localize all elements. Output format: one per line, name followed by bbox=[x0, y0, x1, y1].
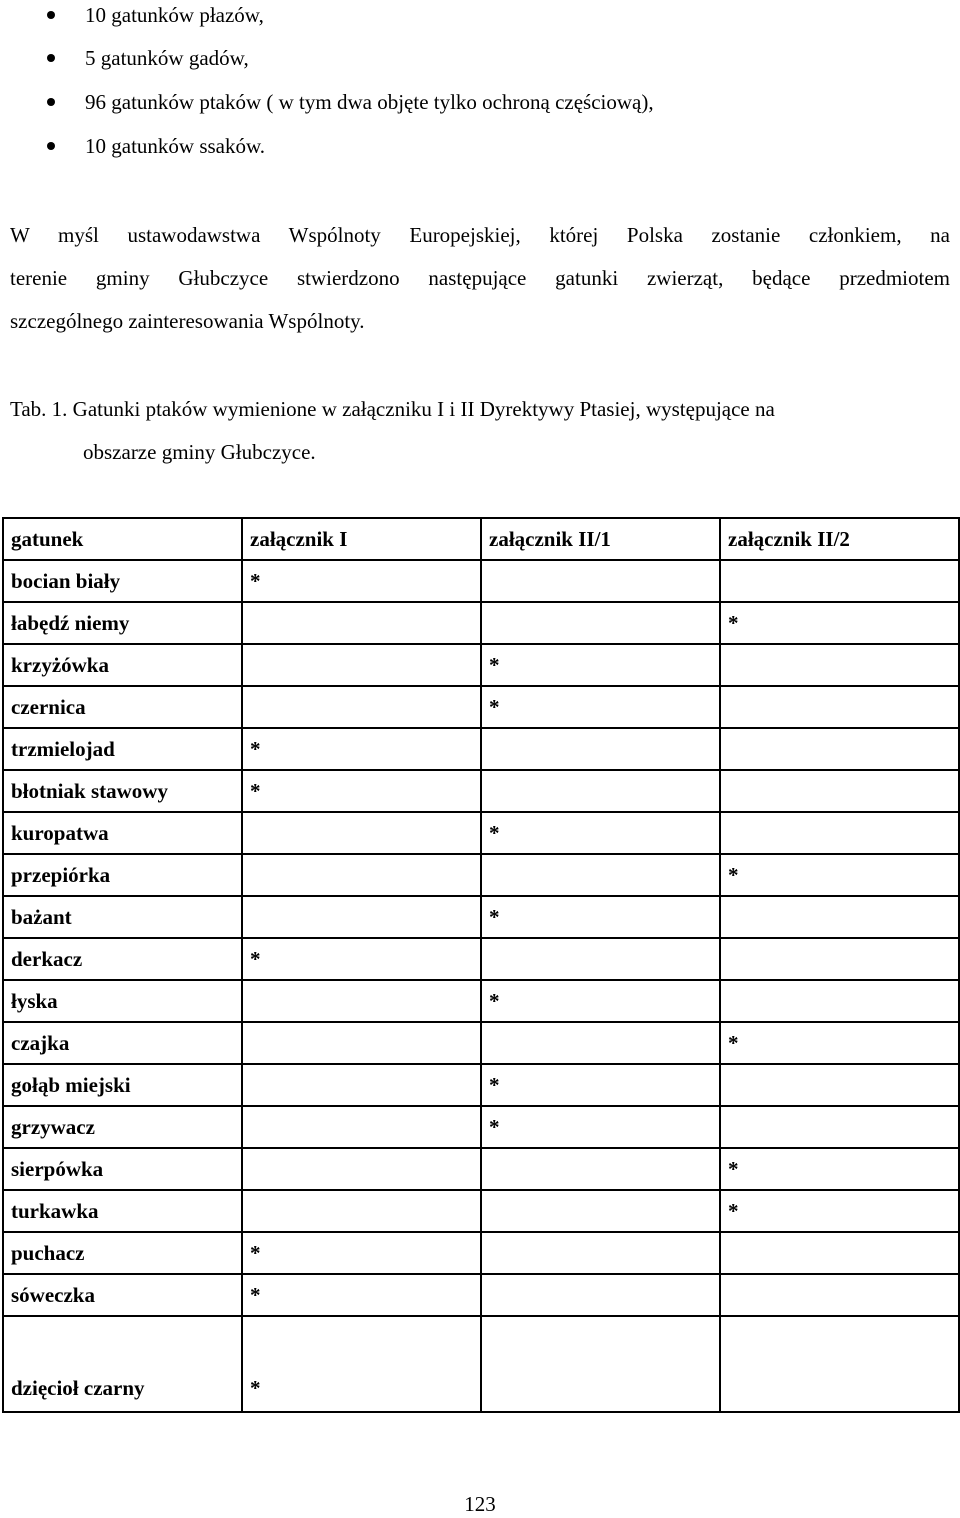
annex-2-2-mark bbox=[720, 980, 959, 1022]
annex-2-1-mark bbox=[481, 1232, 720, 1274]
annex-1-mark bbox=[242, 854, 481, 896]
table-row bbox=[3, 1022, 959, 1064]
annex-1-mark: * bbox=[242, 1232, 481, 1274]
bullet-dot-icon bbox=[47, 142, 55, 150]
species-name-cell: dzięcioł czarny bbox=[3, 1316, 242, 1412]
table-row bbox=[3, 1316, 959, 1412]
annex-2-1-mark bbox=[481, 1316, 720, 1412]
annex-2-1-mark: * bbox=[481, 980, 720, 1022]
table-row bbox=[3, 938, 959, 980]
annex-2-2-mark bbox=[720, 560, 959, 602]
species-name-cell: czernica bbox=[3, 686, 242, 728]
annex-1-mark bbox=[242, 812, 481, 854]
annex-2-1-mark bbox=[481, 602, 720, 644]
table-row bbox=[3, 728, 959, 770]
annex-2-1-mark bbox=[481, 1190, 720, 1232]
annex-2-1-mark bbox=[481, 560, 720, 602]
header-cell-annex-2-1: załącznik II/1 bbox=[481, 518, 720, 560]
annex-1-mark: * bbox=[242, 1316, 481, 1412]
annex-2-1-mark: * bbox=[481, 1064, 720, 1106]
species-name-cell: łyska bbox=[3, 980, 242, 1022]
table-row bbox=[3, 1232, 959, 1274]
bullet-text: 10 gatunków ssaków. bbox=[85, 134, 266, 158]
species-name-cell: błotniak stawowy bbox=[3, 770, 242, 812]
annex-1-mark bbox=[242, 1148, 481, 1190]
table-row bbox=[3, 1064, 959, 1106]
annex-1-mark bbox=[242, 686, 481, 728]
paragraph-line: szczególnego zainteresowania Wspólnoty. bbox=[10, 309, 365, 333]
bullet-item bbox=[85, 0, 264, 30]
annex-2-2-mark bbox=[720, 1064, 959, 1106]
bullet-dot-icon bbox=[47, 54, 55, 62]
table-row bbox=[3, 686, 959, 728]
species-name-cell: trzmielojad bbox=[3, 728, 242, 770]
table-row bbox=[3, 560, 959, 602]
table-row bbox=[3, 1274, 959, 1316]
header-cell-species: gatunek bbox=[3, 518, 242, 560]
bullet-dot-icon bbox=[47, 98, 55, 106]
species-name-cell: krzyżówka bbox=[3, 644, 242, 686]
species-name-cell: sierpówka bbox=[3, 1148, 242, 1190]
annex-2-1-mark: * bbox=[481, 1106, 720, 1148]
table-header-row bbox=[3, 518, 959, 560]
annex-2-1-mark bbox=[481, 854, 720, 896]
caption-line: Tab. 1. Gatunki ptaków wymienione w załączniku I i II Dyrektywy Ptasiej, występujące na bbox=[10, 397, 775, 421]
species-name-cell: bażant bbox=[3, 896, 242, 938]
annex-2-1-mark bbox=[481, 770, 720, 812]
annex-2-1-mark bbox=[481, 1274, 720, 1316]
annex-2-1-mark bbox=[481, 938, 720, 980]
annex-2-2-mark: * bbox=[720, 602, 959, 644]
species-name-cell: kuropatwa bbox=[3, 812, 242, 854]
annex-2-1-mark bbox=[481, 728, 720, 770]
annex-1-mark: * bbox=[242, 1274, 481, 1316]
annex-2-2-mark bbox=[720, 812, 959, 854]
annex-1-mark: * bbox=[242, 938, 481, 980]
bullet-text: 5 gatunków gadów, bbox=[85, 46, 249, 70]
annex-1-mark bbox=[242, 1106, 481, 1148]
annex-2-2-mark bbox=[720, 1274, 959, 1316]
annex-2-1-mark bbox=[481, 1022, 720, 1064]
table-row bbox=[3, 1106, 959, 1148]
body-paragraph bbox=[10, 214, 950, 343]
annex-2-1-mark: * bbox=[481, 644, 720, 686]
species-table bbox=[2, 517, 960, 1413]
header-cell-annex-2-2: załącznik II/2 bbox=[720, 518, 959, 560]
caption-line: obszarze gminy Głubczyce. bbox=[83, 440, 316, 464]
annex-2-2-mark: * bbox=[720, 1190, 959, 1232]
annex-1-mark bbox=[242, 644, 481, 686]
table-row bbox=[3, 812, 959, 854]
species-name-cell: gołąb miejski bbox=[3, 1064, 242, 1106]
annex-2-2-mark bbox=[720, 938, 959, 980]
annex-1-mark bbox=[242, 1022, 481, 1064]
species-name-cell: przepiórka bbox=[3, 854, 242, 896]
species-name-cell: sóweczka bbox=[3, 1274, 242, 1316]
bullet-item bbox=[85, 131, 265, 161]
bullet-item bbox=[85, 87, 654, 117]
annex-1-mark bbox=[242, 602, 481, 644]
page-number: 123 bbox=[464, 1492, 496, 1516]
species-name-cell: czajka bbox=[3, 1022, 242, 1064]
table-row bbox=[3, 1190, 959, 1232]
bullet-dot-icon bbox=[47, 11, 55, 19]
bullet-text: 96 gatunków ptaków ( w tym dwa objęte tylko ochroną częściową), bbox=[85, 90, 654, 114]
bullet-text: 10 gatunków płazów, bbox=[85, 3, 264, 27]
annex-2-2-mark: * bbox=[720, 854, 959, 896]
annex-2-2-mark bbox=[720, 1232, 959, 1274]
table-body bbox=[3, 560, 959, 1412]
annex-1-mark bbox=[242, 1190, 481, 1232]
species-name-cell: turkawka bbox=[3, 1190, 242, 1232]
species-name-cell: łabędź niemy bbox=[3, 602, 242, 644]
paragraph-line: terenie gminy Głubczyce stwierdzono następujące gatunki zwierząt, będące przedmiotem bbox=[10, 266, 950, 290]
annex-1-mark bbox=[242, 1064, 481, 1106]
annex-2-2-mark bbox=[720, 1106, 959, 1148]
species-name-cell: derkacz bbox=[3, 938, 242, 980]
table-row bbox=[3, 854, 959, 896]
annex-1-mark: * bbox=[242, 560, 481, 602]
annex-1-mark: * bbox=[242, 728, 481, 770]
annex-2-2-mark bbox=[720, 770, 959, 812]
table-row bbox=[3, 770, 959, 812]
annex-1-mark bbox=[242, 980, 481, 1022]
annex-2-1-mark: * bbox=[481, 686, 720, 728]
annex-2-2-mark bbox=[720, 896, 959, 938]
annex-2-2-mark bbox=[720, 644, 959, 686]
annex-2-1-mark bbox=[481, 1148, 720, 1190]
species-name-cell: grzywacz bbox=[3, 1106, 242, 1148]
annex-2-1-mark: * bbox=[481, 812, 720, 854]
table-row bbox=[3, 644, 959, 686]
annex-2-2-mark bbox=[720, 1316, 959, 1412]
header-cell-annex-1: załącznik I bbox=[242, 518, 481, 560]
species-name-cell: bocian biały bbox=[3, 560, 242, 602]
annex-2-2-mark bbox=[720, 686, 959, 728]
species-name-cell: puchacz bbox=[3, 1232, 242, 1274]
table-row bbox=[3, 896, 959, 938]
annex-2-2-mark: * bbox=[720, 1022, 959, 1064]
table-caption bbox=[10, 388, 930, 474]
table-row bbox=[3, 1148, 959, 1190]
annex-1-mark bbox=[242, 896, 481, 938]
annex-2-1-mark: * bbox=[481, 896, 720, 938]
table-row bbox=[3, 602, 959, 644]
paragraph-line: W myśl ustawodawstwa Wspólnoty Europejskiej, której Polska zostanie członkiem, na bbox=[10, 223, 950, 247]
annex-2-2-mark bbox=[720, 728, 959, 770]
table-row bbox=[3, 980, 959, 1022]
annex-1-mark: * bbox=[242, 770, 481, 812]
bullet-item bbox=[85, 43, 249, 73]
annex-2-2-mark: * bbox=[720, 1148, 959, 1190]
